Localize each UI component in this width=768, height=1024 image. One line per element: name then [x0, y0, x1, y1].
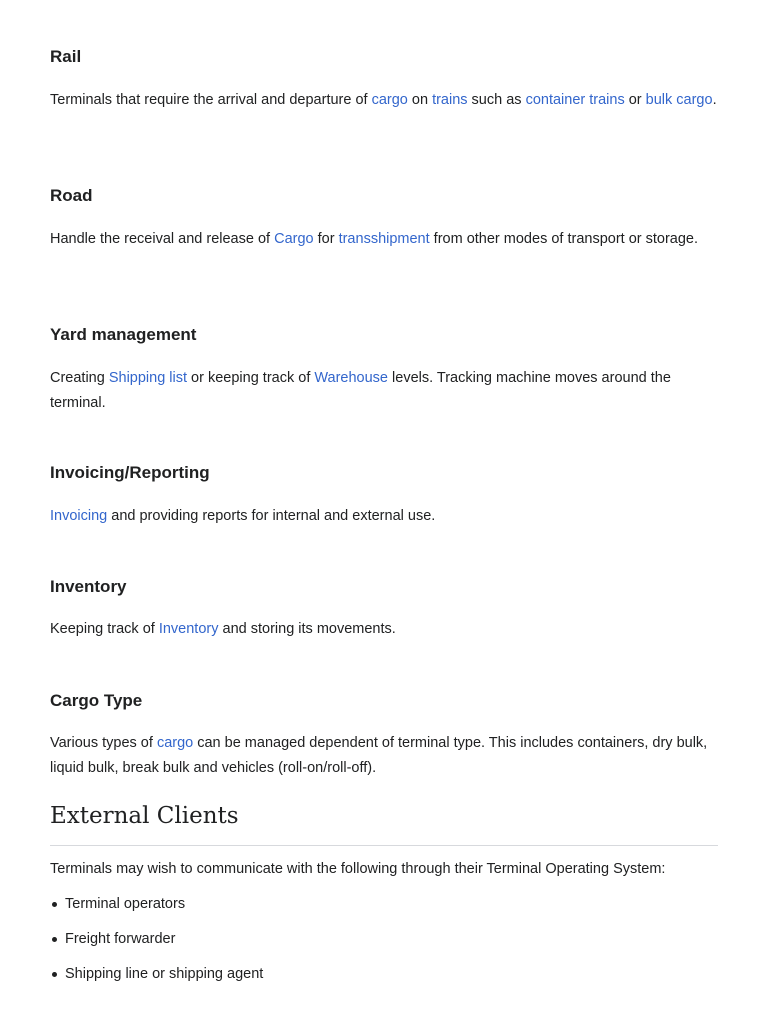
article-link[interactable]: Cargo	[274, 231, 314, 247]
text-run: Keeping track of	[50, 621, 159, 637]
bullet-icon	[52, 972, 57, 977]
text-run: and storing its movements.	[218, 621, 396, 637]
list-item	[50, 962, 718, 997]
section-title: Road	[50, 186, 93, 205]
heading-divider	[50, 845, 718, 846]
article-link[interactable]: Invoicing	[50, 508, 108, 524]
text-run: can be managed dependent of terminal type. This includes containers, dry bulk, liquid bulk, break bulk and vehicles (roll-on/roll-off).	[50, 735, 708, 776]
article-link[interactable]: trains	[432, 92, 468, 108]
bullet-icon	[52, 937, 57, 942]
section-title: Cargo Type	[50, 691, 143, 710]
text-run: and providing reports for internal and external use.	[107, 508, 436, 524]
list-item-label: Freight forwarder	[65, 931, 176, 947]
article-link[interactable]: cargo	[371, 92, 408, 108]
section-yard-management	[50, 324, 718, 416]
section-text	[50, 366, 718, 416]
section-text	[50, 731, 718, 781]
external-clients-heading: External Clients	[50, 803, 239, 829]
section-title: Invoicing/Reporting	[50, 463, 210, 482]
external-clients-list	[50, 892, 718, 997]
text-run: or	[624, 92, 646, 108]
section-text	[50, 617, 718, 642]
article-link[interactable]: cargo	[156, 735, 194, 751]
list-item-label: Shipping line or shipping agent	[65, 966, 264, 982]
text-run: levels. Tracking machine moves around the terminal.	[50, 370, 671, 411]
text-run: or keeping track of	[187, 370, 315, 386]
article-link[interactable]: bulk cargo	[645, 92, 713, 108]
article-link[interactable]: Warehouse	[314, 370, 388, 386]
text-run: from other modes of transport or storage.	[429, 231, 699, 247]
article-link[interactable]: transshipment	[338, 231, 430, 247]
section-inventory	[50, 576, 718, 642]
section-cargo-type	[50, 690, 718, 781]
text-run: Creating	[50, 370, 109, 386]
list-item	[50, 927, 718, 962]
text-run: .	[712, 92, 717, 108]
section-text	[50, 504, 718, 529]
article-link[interactable]: Inventory	[158, 621, 219, 637]
text-run: for	[313, 231, 339, 247]
section-text	[50, 227, 718, 252]
section-invoicing-reporting	[50, 462, 718, 529]
list-item-label: Terminal operators	[65, 896, 186, 912]
text-run: Terminals that require the arrival and departure of	[50, 92, 372, 108]
section-road	[50, 185, 718, 252]
bullet-icon	[52, 902, 57, 907]
section-rail	[50, 46, 718, 113]
section-title: Rail	[50, 47, 82, 66]
list-item	[50, 892, 718, 927]
section-title: Yard management	[50, 325, 197, 344]
external-clients-intro: Terminals may wish to communicate with the following through their Terminal Operating System:	[50, 861, 666, 877]
article-link[interactable]: container trains	[525, 92, 625, 108]
text-run: on	[407, 92, 433, 108]
text-run: Handle the receival and release of	[50, 231, 275, 247]
section-text	[50, 88, 718, 113]
article-link[interactable]: Shipping list	[108, 370, 188, 386]
text-run: Various types of	[50, 735, 157, 751]
text-run: such as	[467, 92, 526, 108]
section-title: Inventory	[50, 577, 127, 596]
